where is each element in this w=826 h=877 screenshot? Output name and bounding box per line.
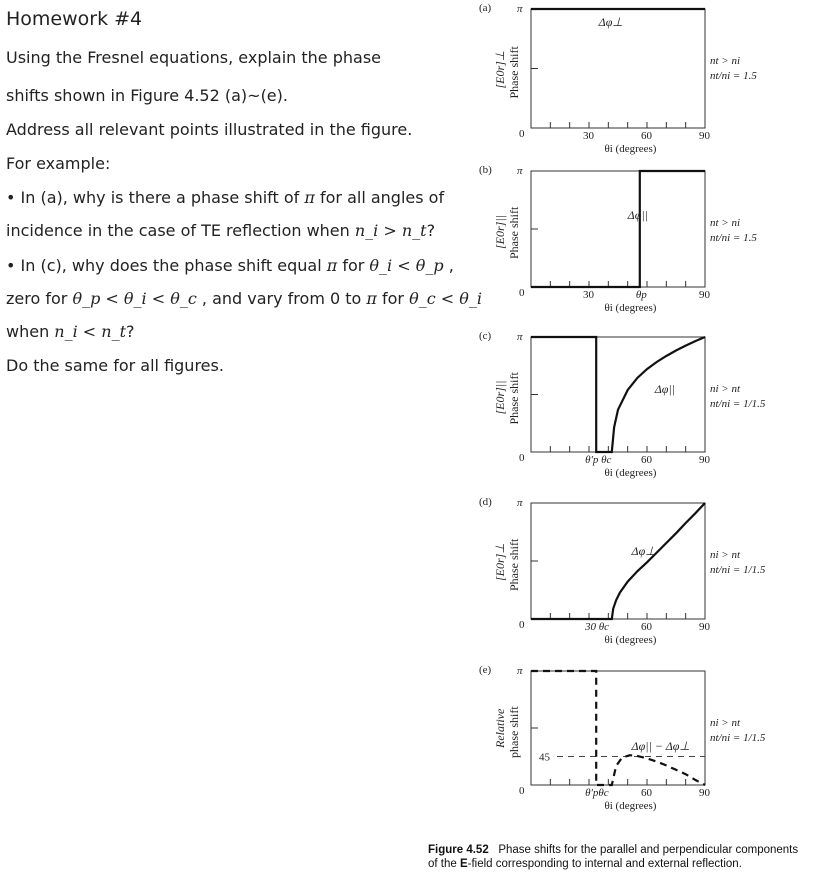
x-tick-label: 60 <box>641 621 652 633</box>
panel-b <box>479 164 757 314</box>
plot-frame <box>531 503 705 619</box>
x-tick-label: 60 <box>641 787 652 799</box>
x-axis-label: θi (degrees) <box>604 800 657 812</box>
y-zero-label: 0 <box>519 785 525 797</box>
curve-label: Δφ|| − Δφ⊥ <box>631 739 690 753</box>
x-axis-label: θi (degrees) <box>604 302 657 314</box>
series-line <box>531 503 705 619</box>
x-tick-label: 90 <box>699 787 710 799</box>
y-axis-label-2: Phase shift <box>507 372 521 425</box>
condition-1: ni > nt <box>710 549 741 561</box>
caption-label: Figure 4.52 <box>428 844 489 856</box>
y-pi-label: π <box>517 331 523 343</box>
panel-letter: (b) <box>479 164 492 176</box>
x-tick-label: θ'p θc <box>585 454 612 466</box>
x-tick-label: 60 <box>641 130 652 142</box>
condition-1: nt > ni <box>710 55 741 67</box>
closing-line: Do the same for all figures. <box>6 356 224 375</box>
condition-1: ni > nt <box>710 717 741 729</box>
condition-2: nt/ni = 1/1.5 <box>710 732 766 744</box>
x-tick-label: 90 <box>699 621 710 633</box>
curve-label: Δφ⊥ <box>598 15 623 29</box>
x-tick-label: θ'pθc <box>585 787 609 799</box>
panel-letter: (d) <box>479 496 492 508</box>
x-tick-label: θp <box>635 289 647 301</box>
bullet-2-line-1: • In (c), why does the phase shift equal π for θ_i < θ_p , <box>6 256 454 275</box>
prompt-line-4: For example: <box>6 154 111 173</box>
y-axis-label-2: Phase shift <box>507 206 521 259</box>
x-tick-label: 90 <box>699 130 710 142</box>
condition-2: nt/ni = 1.5 <box>710 232 757 244</box>
y-axis-label-2: Phase shift <box>507 538 521 591</box>
condition-2: nt/ni = 1/1.5 <box>710 398 766 410</box>
bullet-1-line-2: incidence in the case of TE reflection when n_i > n_t? <box>6 221 436 240</box>
prompt-line-3: Address all relevant points illustrated in the figure. <box>6 120 413 139</box>
y-axis-label-1: [E0r]|| <box>493 380 507 415</box>
y-axis-label-1: [E0r]⊥ <box>493 50 507 89</box>
panel-letter: (e) <box>479 664 492 676</box>
x-axis-label: θi (degrees) <box>604 467 657 479</box>
reference-45-label: 45 <box>539 751 550 764</box>
plot-frame <box>531 171 705 287</box>
condition-2: nt/ni = 1/1.5 <box>710 564 766 576</box>
x-tick-label: 90 <box>699 289 710 301</box>
y-axis-label-1: [E0r]|| <box>493 215 507 249</box>
panel-a <box>479 2 757 155</box>
condition-2: nt/ni = 1.5 <box>710 70 757 82</box>
x-tick-label: 30 θc <box>585 621 610 633</box>
x-axis-label: θi (degrees) <box>604 634 657 646</box>
y-axis-label-2: phase shift <box>507 706 521 758</box>
y-pi-label: π <box>517 165 523 177</box>
bullet-2-line-3: when n_i < n_t? <box>6 322 135 341</box>
panel-e <box>479 664 766 812</box>
caption-line-1: Phase shifts for the parallel and perpendicular components <box>498 844 799 856</box>
series-line <box>531 171 705 287</box>
plot-frame <box>531 671 705 785</box>
y-zero-label: 0 <box>519 287 525 299</box>
y-zero-label: 0 <box>519 619 525 631</box>
homework-title: Homework #4 <box>6 8 143 30</box>
y-pi-label: π <box>517 497 523 509</box>
prompt-line-1: Using the Fresnel equations, explain the phase <box>6 48 382 67</box>
y-zero-label: 0 <box>519 128 525 140</box>
series-line <box>531 671 705 785</box>
y-axis-label-2: Phase shift <box>507 46 521 99</box>
y-zero-label: 0 <box>519 452 525 464</box>
y-axis-label-1: [E0r]⊥ <box>493 543 507 581</box>
bullet-2-line-2: zero for θ_p < θ_i < θ_c , and vary from 0 to π for θ_c < θ_i <box>6 289 483 308</box>
prompt-line-2: shifts shown in Figure 4.52 (a)~(e). <box>6 86 288 105</box>
figure-caption <box>428 843 826 871</box>
panel-d <box>479 496 766 646</box>
condition-1: ni > nt <box>710 383 741 395</box>
panel-letter: (c) <box>479 330 492 342</box>
x-axis-label: θi (degrees) <box>604 143 657 155</box>
x-tick-label: 90 <box>699 454 710 466</box>
curve-label: Δφ|| <box>654 382 676 396</box>
series-line <box>531 337 705 452</box>
plot-frame <box>531 337 705 452</box>
x-tick-label: 60 <box>641 454 652 466</box>
curve-label: Δφ⊥ <box>631 544 656 558</box>
panel-letter: (a) <box>479 2 492 14</box>
x-tick-label: 30 <box>583 130 594 142</box>
curve-label: Δφ|| <box>627 208 648 222</box>
bullet-1-line-1: • In (a), why is there a phase shift of π for all angles of <box>6 188 445 207</box>
y-pi-label: π <box>517 3 523 15</box>
y-pi-label: π <box>517 665 523 677</box>
caption-line-2: of the E-field corresponding to internal and external reflection. <box>428 858 742 870</box>
condition-1: nt > ni <box>710 217 741 229</box>
x-tick-label: 30 <box>583 289 594 301</box>
y-axis-label-1: Relative <box>493 708 507 748</box>
panel-c <box>479 330 766 479</box>
